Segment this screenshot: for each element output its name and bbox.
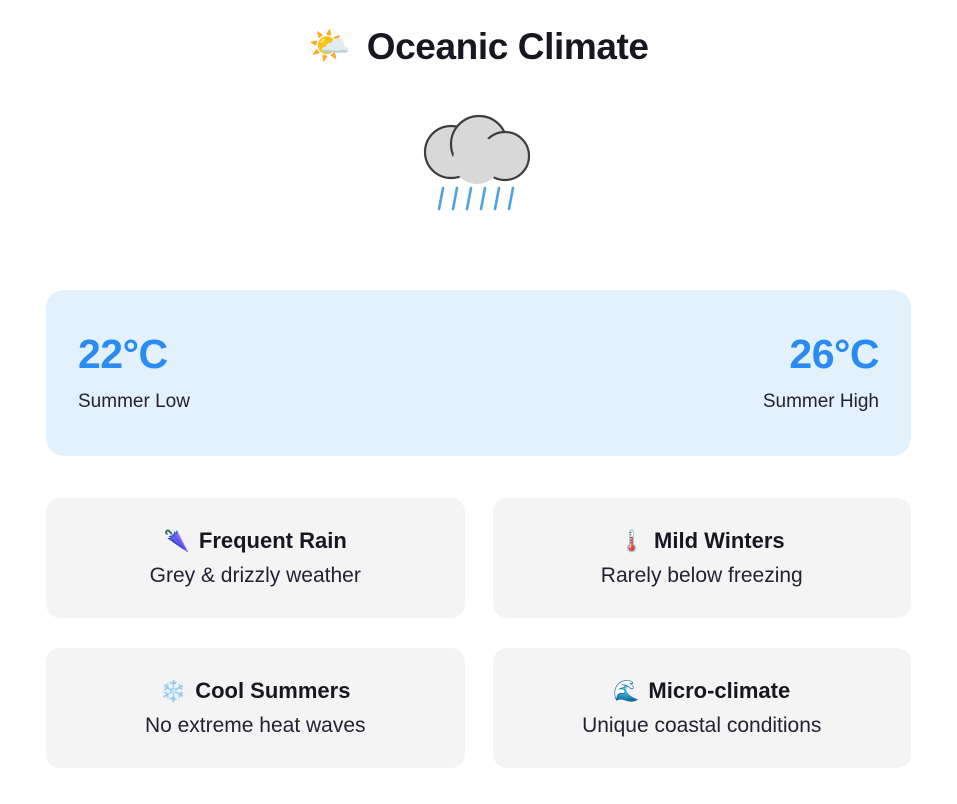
feature-card-cool-summers xyxy=(46,648,465,768)
temperature-panel xyxy=(46,290,911,456)
snowflake-icon: ❄️ xyxy=(160,679,187,703)
umbrella-icon: 🌂 xyxy=(163,529,190,553)
feature-card-micro-climate xyxy=(493,648,912,768)
feature-title-text: Mild Winters xyxy=(654,528,785,554)
wave-icon: 🌊 xyxy=(613,679,640,703)
summer-high-label: Summer High xyxy=(762,390,879,412)
page-header xyxy=(46,0,911,78)
summer-low-value: 22°C xyxy=(78,331,168,378)
hero-illustration xyxy=(46,78,911,268)
feature-card-frequent-rain xyxy=(46,498,465,618)
summer-low-label: Summer Low xyxy=(78,390,190,412)
summer-low-reading xyxy=(78,333,190,412)
feature-title-text: Frequent Rain xyxy=(198,528,347,554)
summer-high-reading xyxy=(763,333,879,412)
feature-title-text: Micro-climate xyxy=(648,678,791,704)
feature-grid xyxy=(46,498,911,768)
sun-behind-cloud-icon: 🌤️ xyxy=(308,27,351,65)
feature-title-text: Cool Summers xyxy=(195,678,351,704)
feature-description: No extreme heat waves xyxy=(144,713,366,737)
feature-title-row xyxy=(613,679,790,703)
cloud-with-rain-icon xyxy=(399,108,559,238)
thermometer-icon: 🌡️ xyxy=(618,529,646,553)
feature-title-row xyxy=(160,679,350,703)
feature-title-row xyxy=(164,529,347,553)
summer-high-value: 26°C xyxy=(789,331,879,378)
feature-title-row xyxy=(619,529,785,553)
page-title: Oceanic Climate xyxy=(366,25,649,67)
feature-description: Rarely below freezing xyxy=(600,563,803,587)
feature-description: Grey & drizzly weather xyxy=(149,563,361,587)
feature-card-mild-winters xyxy=(493,498,912,618)
feature-description: Unique coastal conditions xyxy=(582,713,822,737)
